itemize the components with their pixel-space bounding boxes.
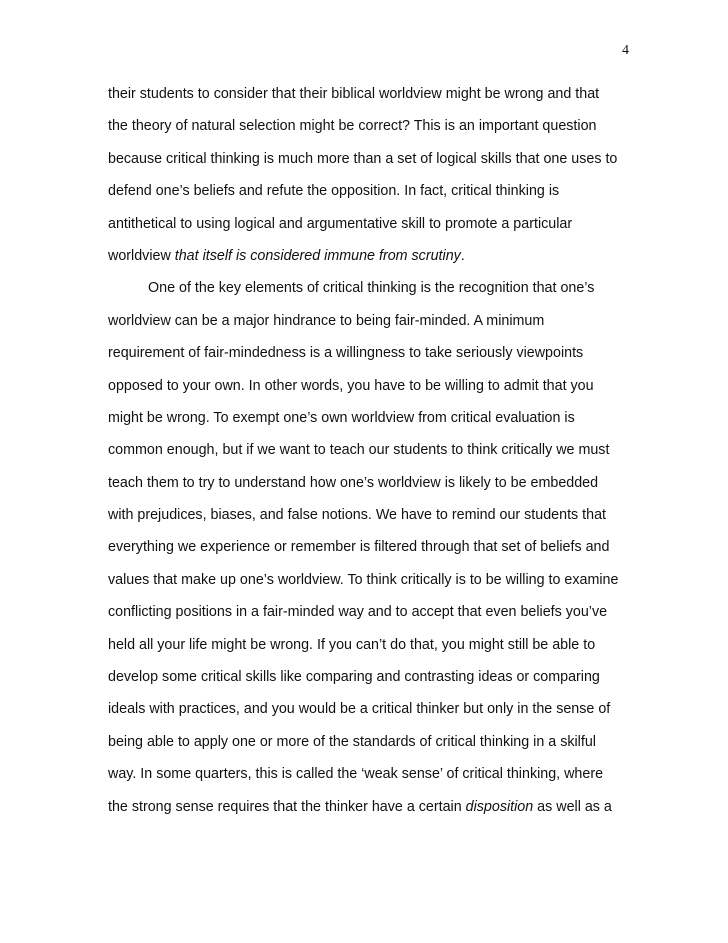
text-segment: values that make up one’s worldview. To think critically is to be willing to examine xyxy=(108,571,619,588)
text-segment: One of the key elements of critical thinking is the recognition that one’s xyxy=(148,280,595,297)
text-segment: as well as a xyxy=(533,798,612,815)
italic-text: disposition xyxy=(465,798,534,815)
text-segment: ideals with practices, and you would be a critical thinker but only in the sense of xyxy=(108,701,611,718)
text-line xyxy=(108,343,628,375)
text-line xyxy=(108,505,628,537)
text-segment: held all your life might be wrong. If you can’t do that, you might still be able to xyxy=(108,636,596,653)
text-line xyxy=(108,602,628,634)
text-segment: common enough, but if we want to teach our students to think critically we must xyxy=(108,442,610,459)
text-line xyxy=(108,84,628,116)
text-line xyxy=(108,311,628,343)
text-segment: worldview can be a major hindrance to being fair-minded. A minimum xyxy=(108,312,545,329)
text-line xyxy=(108,440,628,472)
text-segment: worldview xyxy=(108,247,175,264)
italic-text: that itself is considered immune from scrutiny xyxy=(174,247,461,264)
text-segment: antithetical to using logical and argumentative skill to promote a particular xyxy=(108,215,573,232)
text-line xyxy=(108,116,628,148)
text-line xyxy=(108,699,628,731)
text-line xyxy=(108,570,628,602)
text-line xyxy=(108,537,628,569)
text-segment: teach them to try to understand how one’s worldview is likely to be embedded xyxy=(108,474,599,491)
text-segment: being able to apply one or more of the standards of critical thinking in a skilful xyxy=(108,733,596,750)
text-line xyxy=(108,278,628,310)
text-segment: conflicting positions in a fair-minded way and to accept that even beliefs you’ve xyxy=(108,604,608,621)
text-segment: the theory of natural selection might be correct? This is an important question xyxy=(108,118,597,135)
text-segment: the strong sense requires that the thinker have a certain xyxy=(108,798,466,815)
text-segment: with prejudices, biases, and false notions. We have to remind our students that xyxy=(108,507,607,524)
text-line xyxy=(108,181,628,213)
text-line xyxy=(108,764,628,796)
text-segment: opposed to your own. In other words, you have to be willing to admit that you xyxy=(108,377,594,394)
text-segment: . xyxy=(460,247,465,264)
page-number: 4 xyxy=(622,43,629,58)
text-segment: way. In some quarters, this is called the ‘weak sense’ of critical thinking, where xyxy=(108,766,604,783)
text-line xyxy=(108,797,628,829)
text-segment: everything we experience or remember is filtered through that set of beliefs and xyxy=(108,539,610,556)
text-line xyxy=(108,732,628,764)
text-line xyxy=(108,214,628,246)
text-line xyxy=(108,246,628,278)
text-segment: defend one’s beliefs and refute the opposition. In fact, critical thinking is xyxy=(108,183,560,200)
text-line xyxy=(108,635,628,667)
text-segment: their students to consider that their biblical worldview might be wrong and that xyxy=(108,86,600,102)
body-text xyxy=(108,84,628,829)
text-segment: requirement of fair-mindedness is a willingness to take seriously viewpoints xyxy=(108,345,584,362)
text-segment: develop some critical skills like comparing and contrasting ideas or comparing xyxy=(108,669,600,686)
text-segment: because critical thinking is much more than a set of logical skills that one uses to xyxy=(108,150,618,167)
text-segment: might be wrong. To exempt one’s own worldview from critical evaluation is xyxy=(108,409,575,426)
text-line xyxy=(108,408,628,440)
text-line xyxy=(108,149,628,181)
text-line xyxy=(108,667,628,699)
text-line xyxy=(108,376,628,408)
text-line xyxy=(108,473,628,505)
